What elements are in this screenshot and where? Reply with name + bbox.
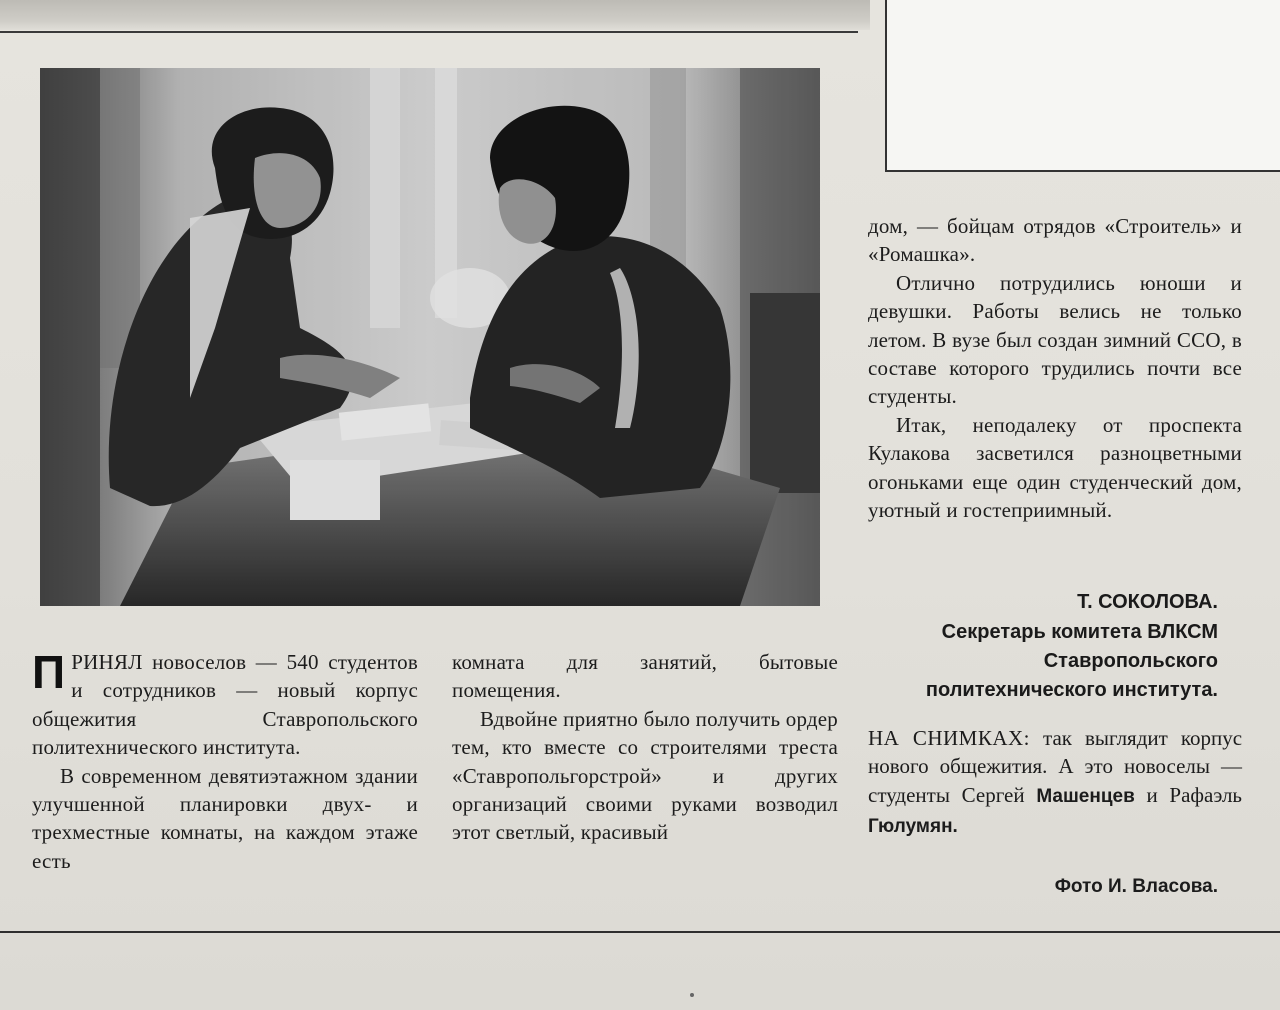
- article-column-3: [868, 212, 1242, 524]
- lead-text: РИНЯЛ новоселов — 540 студентов и сотрудников — новый корпус общежития Ставропольского политехнического института.: [32, 650, 418, 760]
- paragraph: Отлично потрудились юноши и девушки. Работы велись не только летом. В вузе был создан зимний ССО, в составе которого трудились почти все студенты.: [868, 270, 1242, 409]
- drop-cap: П: [32, 646, 66, 698]
- paragraph: Вдвойне приятно было получить ордер тем, кто вместе со строителями треста «Ставропольгорстрой» и других организаций своими руками возводил этот светлый, красивый: [452, 706, 838, 845]
- caption-name-2: Гюлумян.: [868, 816, 958, 838]
- author-role: Секретарь комитета ВЛКСМ Ставропольского политехнического института.: [925, 621, 1218, 701]
- lead-paragraph: [32, 648, 418, 762]
- top-divider-rule: [0, 31, 858, 33]
- paragraph: дом, — бойцам отрядов «Строитель» и «Ромашка».: [868, 214, 1242, 267]
- paragraph: комната для занятий, бытовые помещения.: [452, 650, 838, 703]
- caption-name-1: Машенцев: [1036, 785, 1135, 807]
- bottom-divider-rule: [0, 931, 1280, 933]
- paper-speck: [690, 993, 694, 997]
- caption-label: НА СНИМКАХ:: [868, 726, 1031, 750]
- caption-conjunction: и Рафаэль: [1146, 782, 1243, 807]
- paper-overlay: [885, 0, 1280, 172]
- photo-credit: Фото И. Власова.: [1054, 876, 1218, 897]
- previous-article-edge: [0, 0, 870, 30]
- photo-caption: [868, 724, 1242, 842]
- article-column-1: [32, 648, 418, 875]
- paragraph: Итак, неподалеку от проспекта Кулакова засветился разноцветными огоньками еще один студенческий дом, уютный и гостеприимный.: [868, 412, 1242, 523]
- article-column-2: [452, 648, 838, 847]
- caption-text: так выглядит корпус нового общежития. А это новоселы — студенты Сергей: [868, 726, 1243, 807]
- paragraph: В современном девятиэтажном здании улучшенной планировки двух- и трехместные комнаты, на каждом этаже есть: [32, 763, 418, 873]
- article-photo: [40, 68, 820, 606]
- author-name: Т. СОКОЛОВА.: [1077, 591, 1218, 613]
